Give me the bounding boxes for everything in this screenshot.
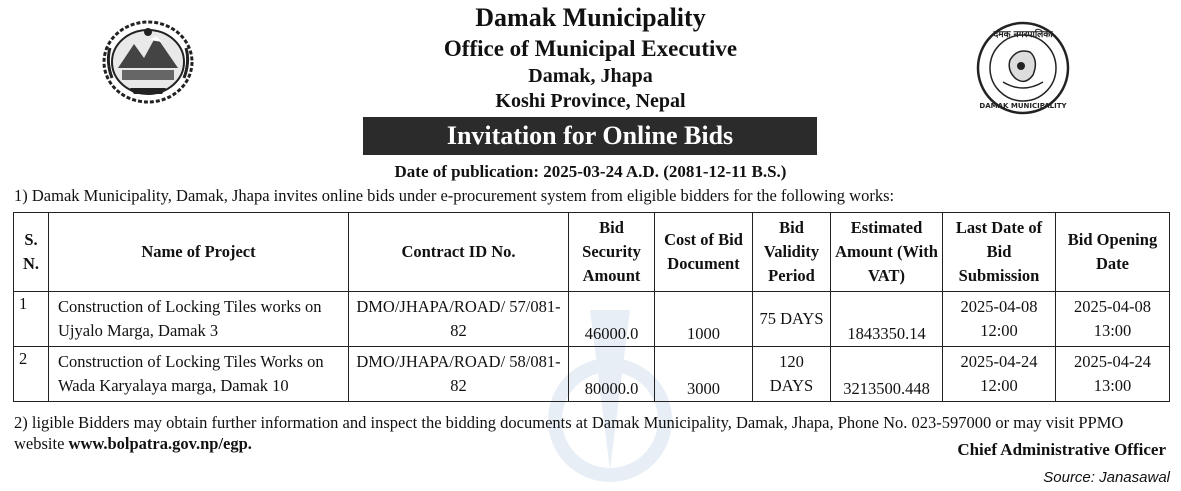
col-header-sn: S. N. <box>14 213 49 292</box>
col-header-contract-id: Contract ID No. <box>349 213 569 292</box>
cell-last-submission: 2025-04-08 12:00 <box>943 292 1056 347</box>
cell-cost-of-document: 3000 <box>655 347 753 402</box>
intro-paragraph: 1) Damak Municipality, Damak, Jhapa invites online bids under e-procurement system from eligible bidders for the following works: <box>14 186 895 205</box>
cell-sn: 2 <box>14 347 49 402</box>
cell-contract-id: DMO/JHAPA/ROAD/ 57/081-82 <box>349 292 569 347</box>
cell-sn: 1 <box>14 292 49 347</box>
source-credit: Source: Janasawal <box>1043 469 1170 486</box>
col-header-cost-of-document: Cost of Bid Document <box>655 213 753 292</box>
cell-bid-security: 80000.0 <box>569 347 655 402</box>
cell-cost-of-document: 1000 <box>655 292 753 347</box>
col-header-opening-date: Bid Opening Date <box>1056 213 1170 292</box>
seal-nepali-text: दमक नगरपालिका <box>993 30 1053 40</box>
org-name: Damak Municipality <box>475 3 706 32</box>
publication-date: Date of publication: 2025-03-24 A.D. (2081-12-11 B.S.) <box>394 162 787 181</box>
notice-title-banner: Invitation for Online Bids <box>363 117 817 155</box>
cell-project: Construction of Locking Tiles Works on Wada Karyalaya marga, Damak 10 <box>49 347 349 402</box>
office-location: Damak, Jhapa <box>528 65 653 87</box>
cell-opening-date: 2025-04-08 13:00 <box>1056 292 1170 347</box>
cell-project: Construction of Locking Tiles works on Ujyalo Marga, Damak 3 <box>49 292 349 347</box>
cell-validity: 75 DAYS <box>753 292 831 347</box>
signatory-title: Chief Administrative Officer <box>957 440 1166 459</box>
cell-estimated-amount: 3213500.448 <box>831 347 943 402</box>
table-header-row <box>14 213 1170 292</box>
cell-bid-security: 46000.0 <box>569 292 655 347</box>
col-header-bid-security: Bid Security Amount <box>569 213 655 292</box>
table-row <box>14 347 1170 402</box>
col-header-project: Name of Project <box>49 213 349 292</box>
cell-estimated-amount: 1843350.14 <box>831 292 943 347</box>
bids-table <box>13 212 1170 402</box>
note-text: 2) ligible Bidders may obtain further information and inspect the bidding documents at Damak Municipality, Damak, Jhapa, Phone No. 023-597000 or may visit PPMO website <box>14 413 1124 453</box>
office-name: Office of Municipal Executive <box>443 36 738 61</box>
table-row <box>14 292 1170 347</box>
col-header-validity: Bid Validity Period <box>753 213 831 292</box>
office-province: Koshi Province, Nepal <box>495 90 686 112</box>
seal-caption-text: DAMAK MUNICIPALITY <box>979 102 1067 110</box>
cell-opening-date: 2025-04-24 13:00 <box>1056 347 1170 402</box>
cell-last-submission: 2025-04-24 12:00 <box>943 347 1056 402</box>
ppmo-website-link[interactable]: www.bolpatra.gov.np/egp. <box>68 434 252 453</box>
cell-validity: 120 DAYS <box>753 347 831 402</box>
col-header-estimated-amount: Estimated Amount (With VAT) <box>831 213 943 292</box>
col-header-last-submission: Last Date of Bid Submission <box>943 213 1056 292</box>
cell-contract-id: DMO/JHAPA/ROAD/ 58/081-82 <box>349 347 569 402</box>
